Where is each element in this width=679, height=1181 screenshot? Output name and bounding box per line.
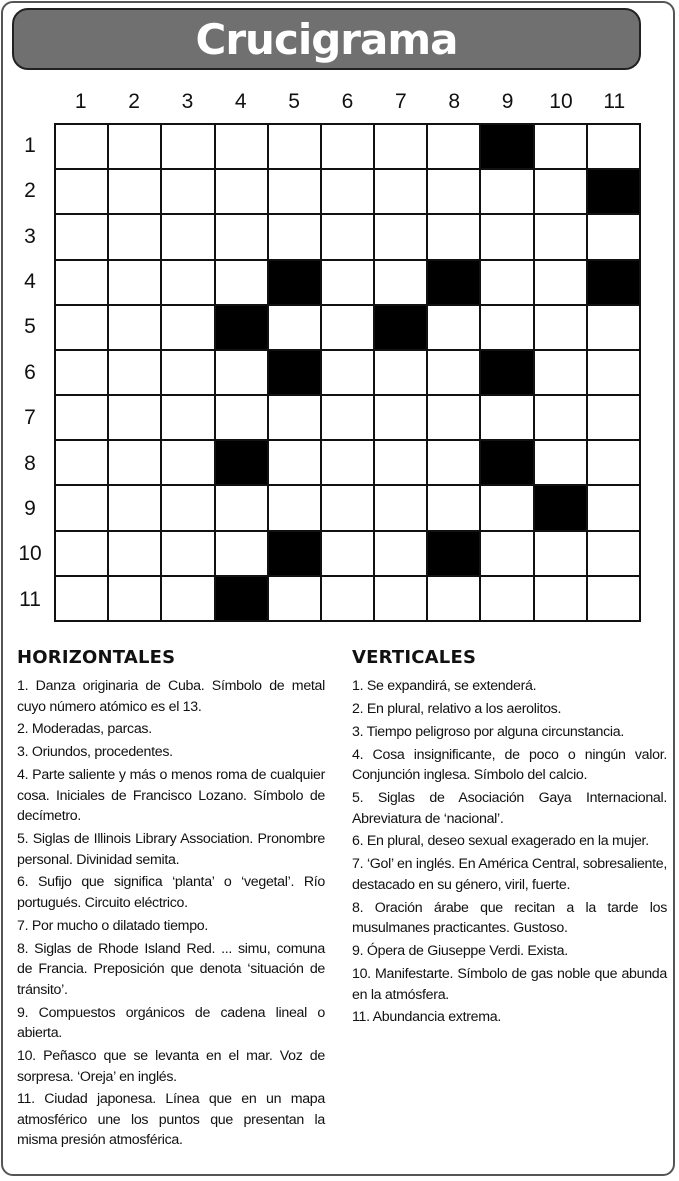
grid-cell[interactable]	[56, 441, 107, 484]
column-number: 5	[288, 90, 300, 113]
grid-cell[interactable]	[109, 351, 160, 394]
horizontal-clues	[17, 647, 325, 1153]
grid-cell[interactable]	[588, 486, 639, 529]
grid-cell[interactable]	[428, 486, 479, 529]
grid-cell[interactable]	[322, 215, 373, 258]
grid-cell[interactable]	[269, 170, 320, 213]
clue-item: 10. Manifestarte. Símbolo de gas noble que abunda en la atmósfera.	[352, 966, 667, 1003]
grid-cell[interactable]	[109, 396, 160, 439]
row-number: 11	[19, 587, 41, 611]
grid-cell[interactable]	[375, 486, 426, 529]
black-cell	[216, 306, 267, 349]
grid-cell[interactable]	[56, 170, 107, 213]
grid-cell[interactable]	[56, 396, 107, 439]
grid-cell[interactable]	[535, 125, 586, 168]
black-cell	[428, 261, 479, 304]
grid-cell[interactable]	[375, 396, 426, 439]
row-number: 9	[24, 496, 36, 520]
grid-cell[interactable]	[481, 306, 532, 349]
grid-cell[interactable]	[162, 532, 213, 575]
page-title: Crucigrama	[195, 14, 458, 64]
grid-cell[interactable]	[162, 396, 213, 439]
grid-cell[interactable]	[322, 351, 373, 394]
grid-cell[interactable]	[109, 532, 160, 575]
column-number: 11	[603, 90, 626, 113]
grid-cell[interactable]	[216, 215, 267, 258]
column-number: 9	[501, 90, 514, 113]
grid-cell[interactable]	[162, 170, 213, 213]
grid-cell[interactable]	[375, 261, 426, 304]
grid-cell[interactable]	[216, 125, 267, 168]
grid-cell[interactable]	[481, 577, 532, 620]
horizontal-clue-list	[17, 676, 325, 1151]
grid-cell[interactable]	[322, 396, 373, 439]
column-numbers	[54, 88, 641, 116]
grid-cell[interactable]	[216, 351, 267, 394]
grid-cell[interactable]	[428, 351, 479, 394]
row-number: 10	[18, 542, 42, 566]
clue-item: 2. Moderadas, parcas.	[17, 721, 152, 738]
grid-cell[interactable]	[216, 170, 267, 213]
grid-cell[interactable]	[162, 125, 213, 168]
grid-cell[interactable]	[269, 125, 320, 168]
grid-cell[interactable]	[109, 261, 160, 304]
clue-item: 4. Cosa insignificante, de poco o ningún valor. Conjunción inglesa. Símbolo del calcio.	[352, 746, 667, 784]
grid-cell[interactable]	[162, 486, 213, 529]
grid-cell[interactable]	[109, 441, 160, 484]
black-cell	[375, 306, 426, 349]
black-cell	[216, 441, 267, 484]
row-number: 8	[24, 451, 36, 475]
clue-item: 7. ‘Gol’ en inglés. En América Central, sobresaliente, destacado en su género, viril, fuerte.	[352, 856, 667, 893]
column-number: 2	[128, 90, 140, 113]
grid-cell[interactable]	[269, 577, 320, 620]
row-number: 4	[24, 270, 36, 294]
grid-cell[interactable]	[588, 125, 639, 168]
black-cell	[588, 261, 639, 304]
grid-cell[interactable]	[428, 441, 479, 484]
grid-cell[interactable]	[588, 441, 639, 484]
grid-cell[interactable]	[428, 170, 479, 213]
grid-cell[interactable]	[322, 125, 373, 168]
grid-cell[interactable]	[322, 532, 373, 575]
black-cell	[535, 486, 586, 529]
grid-cell[interactable]	[322, 306, 373, 349]
grid-cell[interactable]	[588, 351, 639, 394]
black-cell	[269, 261, 320, 304]
row-number: 5	[24, 315, 36, 339]
grid-cell[interactable]	[56, 125, 107, 168]
clue-item: 10. Peñasco que se levanta en el mar. Voz de sorpresa. ‘Oreja’ en inglés.	[17, 1048, 325, 1085]
grid-cell[interactable]	[216, 486, 267, 529]
grid-cell[interactable]	[535, 441, 586, 484]
grid-cell[interactable]	[216, 261, 267, 304]
grid-cell[interactable]	[535, 170, 586, 213]
clue-item: 6. Sufijo que significa ‘planta’ o ‘vegetal’. Río portugués. Circuito eléctrico.	[17, 874, 325, 911]
clue-item: 1. Danza originaria de Cuba. Símbolo de metal cuyo número atómico es el 13.	[17, 678, 325, 715]
grid-cell[interactable]	[481, 170, 532, 213]
grid-cell[interactable]	[588, 306, 639, 349]
clue-item: 6. En plural, deseo sexual exagerado en la mujer.	[352, 833, 649, 850]
grid-cell[interactable]	[322, 486, 373, 529]
grid-cell[interactable]	[269, 396, 320, 439]
grid-cell[interactable]	[162, 577, 213, 620]
grid-cell[interactable]	[588, 396, 639, 439]
grid-cell[interactable]	[428, 396, 479, 439]
column-number: 7	[395, 90, 407, 113]
grid-cell[interactable]	[481, 396, 532, 439]
grid-cell[interactable]	[535, 532, 586, 575]
grid-cell[interactable]	[375, 215, 426, 258]
grid-cell[interactable]	[481, 532, 532, 575]
grid-cell[interactable]	[56, 486, 107, 529]
row-number: 1	[24, 134, 36, 157]
grid-cell[interactable]	[481, 486, 532, 529]
grid-cell[interactable]	[535, 261, 586, 304]
row-number: 2	[24, 179, 36, 203]
column-number: 10	[549, 90, 573, 113]
clue-item: 8. Oración árabe que recitan a la tarde los musulmanes practicantes. Gustoso.	[352, 899, 667, 937]
clue-item: 8. Siglas de Rhode Island Red. ... simu, comuna de Francia. Preposición que denota ‘situación de tránsito’.	[17, 940, 325, 998]
grid-cell[interactable]	[375, 441, 426, 484]
grid-cell[interactable]	[322, 441, 373, 484]
clue-item: 2. En plural, relativo a los aerolitos.	[352, 700, 562, 717]
grid-cell[interactable]	[56, 261, 107, 304]
grid-cell[interactable]	[216, 532, 267, 575]
grid-cell[interactable]	[322, 261, 373, 304]
grid-cell[interactable]	[109, 486, 160, 529]
grid-cell[interactable]	[375, 351, 426, 394]
row-number: 3	[24, 224, 36, 248]
grid-cell[interactable]	[56, 215, 107, 258]
clue-item: 3. Tiempo peligroso por alguna circunstancia.	[352, 723, 624, 740]
grid-cell[interactable]	[109, 125, 160, 168]
black-cell	[588, 170, 639, 213]
column-number: 1	[74, 90, 87, 113]
grid-cell[interactable]	[588, 532, 639, 575]
row-number: 7	[24, 406, 36, 430]
grid-cell[interactable]	[588, 577, 639, 620]
grid-cell[interactable]	[428, 577, 479, 620]
black-cell	[481, 351, 532, 394]
grid-cell[interactable]	[322, 577, 373, 620]
grid-cell[interactable]	[375, 577, 426, 620]
grid-cell[interactable]	[269, 441, 320, 484]
column-number: 3	[181, 90, 194, 113]
vertical-clue-list	[352, 676, 667, 1028]
clue-item: 7. Por mucho o dilatado tiempo.	[17, 917, 209, 934]
grid-cell[interactable]	[375, 170, 426, 213]
grid-cell[interactable]	[56, 532, 107, 575]
grid-cell[interactable]	[109, 306, 160, 349]
grid-cell[interactable]	[162, 306, 213, 349]
row-numbers	[10, 123, 50, 622]
clue-item: 5. Siglas de Illinois Library Association. Pronombre personal. Divinidad semita.	[17, 831, 325, 868]
clue-item: 11. Ciudad japonesa. Línea que en un mapa atmosférico une los puntos que presentan la misma presión atmosférica.	[17, 1091, 325, 1149]
grid-cell[interactable]	[535, 351, 586, 394]
grid-cell[interactable]	[109, 170, 160, 213]
grid-cell[interactable]	[535, 577, 586, 620]
black-cell	[216, 577, 267, 620]
clue-item: 1. Se expandirá, se extenderá.	[352, 678, 537, 694]
black-cell	[269, 351, 320, 394]
grid-cell[interactable]	[269, 486, 320, 529]
row-number: 6	[24, 360, 36, 384]
clue-item: 5. Siglas de Asociación Gaya Internacional. Abreviatura de ‘nacional’.	[352, 790, 667, 827]
grid-cell[interactable]	[162, 351, 213, 394]
vertical-clues-heading: VERTICALES	[352, 647, 477, 668]
crossword-grid	[54, 123, 641, 622]
grid-cell[interactable]	[216, 396, 267, 439]
title-banner	[12, 8, 641, 70]
clue-item: 9. Compuestos orgánicos de cadena lineal o abierta.	[17, 1004, 325, 1042]
grid-cell[interactable]	[322, 170, 373, 213]
grid-cell[interactable]	[428, 306, 479, 349]
grid-cell[interactable]	[162, 441, 213, 484]
horizontal-clues-heading: HORIZONTALES	[17, 647, 176, 668]
grid-cell[interactable]	[56, 577, 107, 620]
clue-item: 3. Oriundos, procedentes.	[17, 744, 173, 761]
black-cell	[428, 532, 479, 575]
vertical-clues	[352, 647, 667, 1030]
column-number: 6	[341, 90, 354, 113]
grid-cell[interactable]	[375, 125, 426, 168]
column-number: 4	[234, 90, 247, 113]
grid-cell[interactable]	[109, 215, 160, 258]
black-cell	[481, 441, 532, 484]
grid-cell[interactable]	[269, 306, 320, 349]
grid-cell[interactable]	[56, 306, 107, 349]
column-number: 8	[448, 90, 461, 113]
grid-cell[interactable]	[481, 215, 532, 258]
grid-cell[interactable]	[428, 215, 479, 258]
grid-cell[interactable]	[588, 215, 639, 258]
clue-item: 4. Parte saliente y más o menos roma de cualquier cosa. Iniciales de Francisco Lozano. Símbolo de decímetro.	[17, 767, 325, 825]
grid-cell[interactable]	[535, 396, 586, 439]
grid-cell[interactable]	[109, 577, 160, 620]
grid-cell[interactable]	[535, 306, 586, 349]
black-cell	[269, 532, 320, 575]
clue-item: 11. Abundancia extrema.	[352, 1009, 502, 1026]
grid-cell[interactable]	[269, 215, 320, 258]
grid-cell[interactable]	[162, 261, 213, 304]
grid-cell[interactable]	[535, 215, 586, 258]
grid-cell[interactable]	[428, 125, 479, 168]
grid-cell[interactable]	[375, 532, 426, 575]
grid-cell[interactable]	[162, 215, 213, 258]
clue-item: 9. Ópera de Giuseppe Verdi. Exista.	[352, 943, 568, 960]
grid-cell[interactable]	[481, 261, 532, 304]
black-cell	[481, 125, 532, 168]
grid-cell[interactable]	[56, 351, 107, 394]
